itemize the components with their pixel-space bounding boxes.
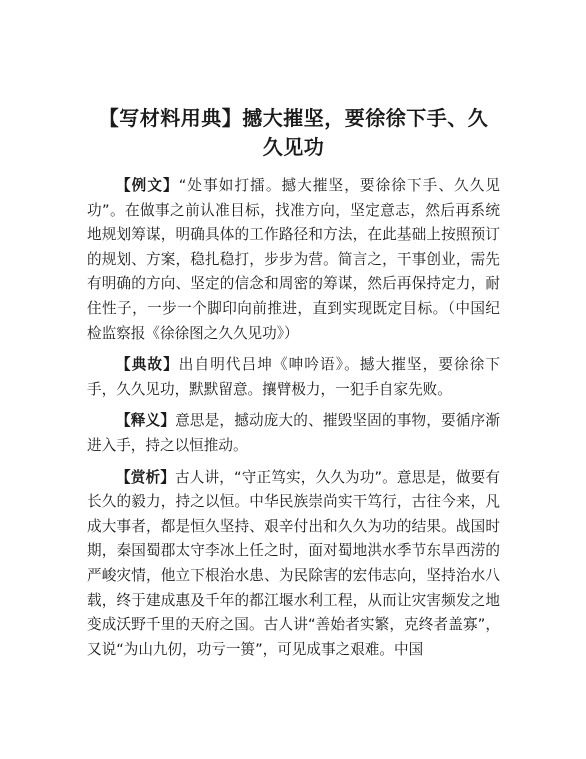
paragraph-text: 古人讲，“守正笃实，久久为功”。意思是，做要有长久的毅力，持之以恒。中华民族崇尚实干笃行，古往今来，凡成大事者，都是恒久坚持、艰辛付出和久久为功的结果。战国时期，秦国蜀郡太守李冰上任之时，面对蜀地洪水季节东旱西涝的严峻灾情，他立下根治水患、为民除害的宏伟志向，坚持治水八载，终于建成惠及千年的都江堰水利工程，从而让灾害频发之地变成沃野千里的天府之国。古人讲“善始者实繁，克终者盖寡”，又说“为山九仞，功亏一篑”，可见成事之艰难。中国 <box>87 468 500 658</box>
paragraph-text: 出自明代吕坤《呻吟语》。撼大摧坚，要徐徐下手，久久见功，默默留意。攘臂极力，一犯手自家先败。 <box>87 356 500 398</box>
paragraph-tag: 【赏析】 <box>116 468 175 486</box>
paragraph-meaning <box>87 409 500 458</box>
paragraph-tag: 【释义】 <box>116 412 176 430</box>
paragraph-tag: 【典故】 <box>116 356 179 374</box>
paragraph-text: 意思是，撼动庞大的、摧毁坚固的事物，要循序渐进入手，持之以恒推动。 <box>87 412 500 454</box>
paragraph-allusion <box>87 353 500 402</box>
document-title: 【写材料用典】撼大摧坚，要徐徐下手、久久见功 <box>98 106 489 159</box>
paragraph-text: “处事如打擂。撼大摧坚，要徐徐下手、久久见功”。在做事之前认准目标，找准方向，坚定意志，然后再系统地规划筹谋，明确具体的工作路径和方法，在此基础上按照预订的规划、方案，稳扎稳打，步步为营。简言之，干事创业，需先有明确的方向、坚定的信念和周密的筹谋，然后再保持定力，耐住性子，一步一个脚印向前推进，直到实现既定目标。（中国纪检监察报《徐徐图之久久见功》） <box>87 177 500 342</box>
paragraph-example <box>87 174 500 346</box>
paragraph-appreciation <box>87 466 500 663</box>
paragraph-tag: 【例文】 <box>116 177 179 194</box>
